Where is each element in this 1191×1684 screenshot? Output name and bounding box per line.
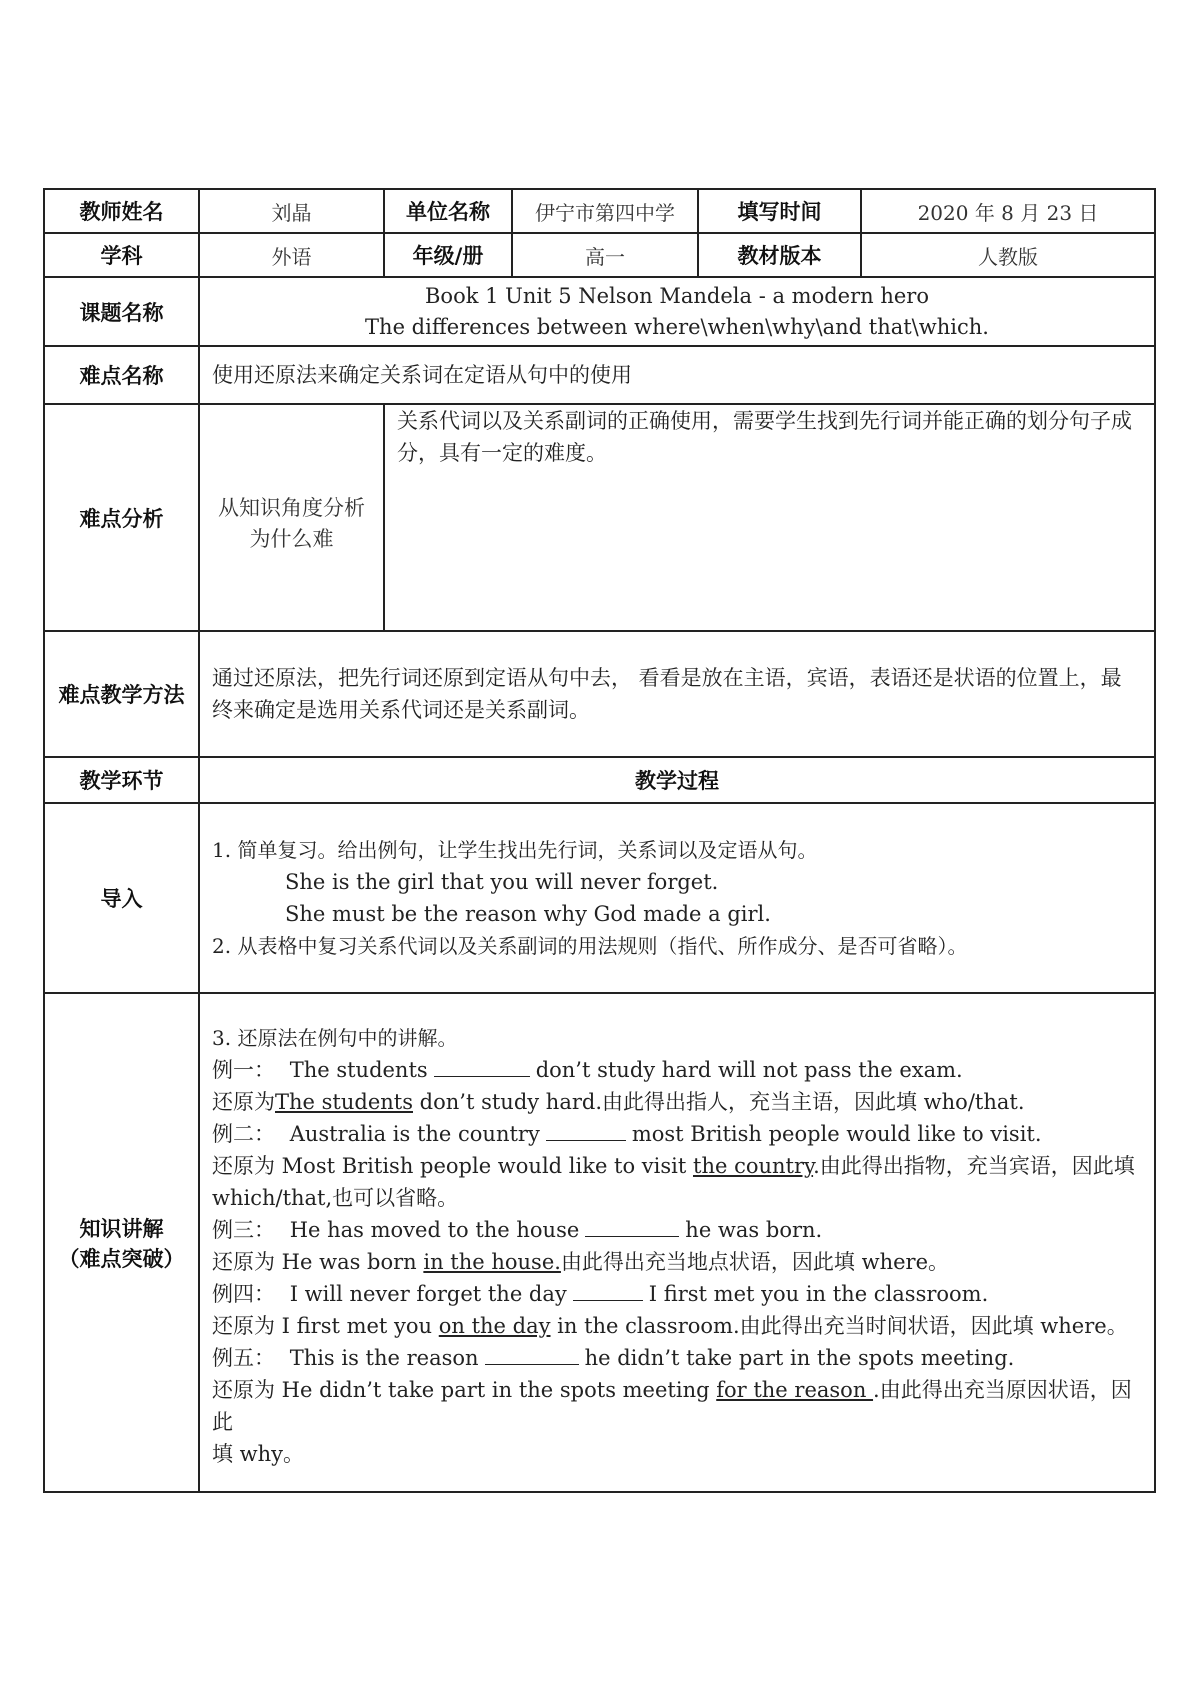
knowledge-heading: 3. 还原法在例句中的讲解。 <box>212 1026 458 1050</box>
lesson-plan-table <box>43 188 1156 1493</box>
method-value: 通过还原法，把先行词还原到定语从句中去， 看看是放在主语，宾语，表语还是状语的位置上，最终来确定是选用关系代词还是关系副词。 <box>199 631 1155 757</box>
example-2-part-a: Australia is the country <box>289 1122 540 1146</box>
knowledge-label-2: （难点突破） <box>58 1246 185 1271</box>
restore-5 <box>212 1374 1142 1438</box>
topic-line-2: The differences between where\when\why\and that\which. <box>365 314 989 339</box>
difficulty-label: 难点名称 <box>44 346 199 404</box>
restore-1 <box>212 1086 1142 1118</box>
process-row <box>44 757 1155 803</box>
example-1-part-b: don’t study hard will not pass the exam. <box>535 1058 963 1082</box>
subject-value: 外语 <box>199 233 384 277</box>
subject-label: 学科 <box>44 233 199 277</box>
restore-2-part-a: 还原为 Most British people would like to visit <box>212 1154 693 1178</box>
knowledge-label <box>44 993 199 1492</box>
topic-value <box>199 277 1155 346</box>
restore-4-underlined: on the day <box>438 1314 551 1338</box>
restore-1-underlined: The students <box>275 1090 413 1114</box>
topic-line-1: Book 1 Unit 5 Nelson Mandela - a modern hero <box>425 283 929 308</box>
header-row-2 <box>44 233 1155 277</box>
restore-5-cont: 填 why。 <box>212 1442 305 1466</box>
example-3-part-a: He has moved to the house <box>289 1218 580 1242</box>
difficulty-row <box>44 346 1155 404</box>
example-1-tag: 例一： <box>212 1058 275 1082</box>
blank-2 <box>546 1122 626 1141</box>
restore-1-part-a: 还原为 <box>212 1090 275 1114</box>
example-5-part-a: This is the reason <box>289 1346 479 1370</box>
unit-label: 单位名称 <box>384 189 512 233</box>
restore-3-part-a: 还原为 He was born <box>212 1250 424 1274</box>
restore-5-part-b: .由此得出充当原因状语，因此 <box>212 1378 1132 1434</box>
example-5-part-b: he didn’t take part in the spots meeting. <box>584 1346 1015 1370</box>
topic-label: 课题名称 <box>44 277 199 346</box>
restore-2-cont: which/that,也可以省略。 <box>212 1186 459 1210</box>
blank-5 <box>485 1346 579 1365</box>
difficulty-value: 使用还原法来确定关系词在定语从句中的使用 <box>199 346 1155 404</box>
date-label: 填写时间 <box>698 189 861 233</box>
teacher-label: 教师姓名 <box>44 189 199 233</box>
example-4 <box>212 1278 1142 1310</box>
process-value: 教学过程 <box>199 757 1155 803</box>
method-row <box>44 631 1155 757</box>
example-4-tag: 例四： <box>212 1282 275 1306</box>
intro-line-1: 1. 简单复习。给出例句，让学生找出先行词，关系词以及定语从句。 <box>212 838 818 862</box>
restore-4 <box>212 1310 1142 1342</box>
teacher-value: 刘晶 <box>199 189 384 233</box>
analysis-value: 关系代词以及关系副词的正确使用，需要学生找到先行词并能正确的划分句子成分，具有一定的难度。 <box>384 404 1155 631</box>
example-3-part-b: he was born. <box>685 1218 823 1242</box>
intro-line-2: She is the girl that you will never forget. <box>285 870 719 894</box>
restore-1-part-b: don’t study hard.由此得出指人，充当主语，因此填 who/that. <box>413 1090 1025 1114</box>
intro-content <box>199 803 1155 993</box>
analysis-sub-label: 从知识角度分析为什么难 <box>199 404 384 631</box>
knowledge-content <box>199 993 1155 1492</box>
date-value: 2020 年 8 月 23 日 <box>861 189 1155 233</box>
lesson-plan-sheet <box>43 188 1154 1493</box>
example-3 <box>212 1214 1142 1246</box>
restore-2-part-b: .由此得出指物，充当宾语，因此填 <box>813 1154 1135 1178</box>
grade-value: 高一 <box>512 233 698 277</box>
edition-label: 教材版本 <box>698 233 861 277</box>
example-2-tag: 例二： <box>212 1122 275 1146</box>
grade-label: 年级/册 <box>384 233 512 277</box>
example-4-part-b: I first met you in the classroom. <box>648 1282 989 1306</box>
knowledge-row <box>44 993 1155 1492</box>
process-label: 教学环节 <box>44 757 199 803</box>
restore-4-part-b: in the classroom.由此得出充当时间状语，因此填 where。 <box>550 1314 1128 1338</box>
example-1 <box>212 1054 1142 1086</box>
restore-3 <box>212 1246 1142 1278</box>
knowledge-label-1: 知识讲解 <box>79 1216 164 1241</box>
intro-row <box>44 803 1155 993</box>
intro-line-3: She must be the reason why God made a girl. <box>285 902 771 926</box>
blank-1 <box>434 1058 530 1077</box>
example-3-tag: 例三： <box>212 1218 275 1242</box>
blank-3 <box>585 1218 679 1237</box>
restore-3-part-b: 由此得出充当地点状语，因此填 where。 <box>560 1250 950 1274</box>
restore-5-underlined: for the reason <box>716 1378 874 1402</box>
restore-3-underlined: in the house. <box>423 1250 561 1274</box>
example-1-part-a: The students <box>289 1058 428 1082</box>
restore-2 <box>212 1150 1142 1182</box>
example-5 <box>212 1342 1142 1374</box>
example-4-part-a: I will never forget the day <box>289 1282 567 1306</box>
restore-5-part-a: 还原为 He didn’t take part in the spots meeting <box>212 1378 717 1402</box>
unit-value: 伊宁市第四中学 <box>512 189 698 233</box>
edition-value: 人教版 <box>861 233 1155 277</box>
restore-4-part-a: 还原为 I first met you <box>212 1314 439 1338</box>
restore-2-underlined: the country <box>693 1154 814 1178</box>
method-label: 难点教学方法 <box>44 631 199 757</box>
intro-line-4: 2. 从表格中复习关系代词以及关系副词的用法规则（指代、所作成分、是否可省略）。 <box>212 934 968 958</box>
analysis-label: 难点分析 <box>44 404 199 631</box>
example-2 <box>212 1118 1142 1150</box>
example-2-part-b: most British people would like to visit. <box>631 1122 1042 1146</box>
intro-label: 导入 <box>44 803 199 993</box>
header-row-1 <box>44 189 1155 233</box>
analysis-row <box>44 404 1155 631</box>
example-5-tag: 例五： <box>212 1346 275 1370</box>
blank-4 <box>573 1282 643 1301</box>
topic-row <box>44 277 1155 346</box>
